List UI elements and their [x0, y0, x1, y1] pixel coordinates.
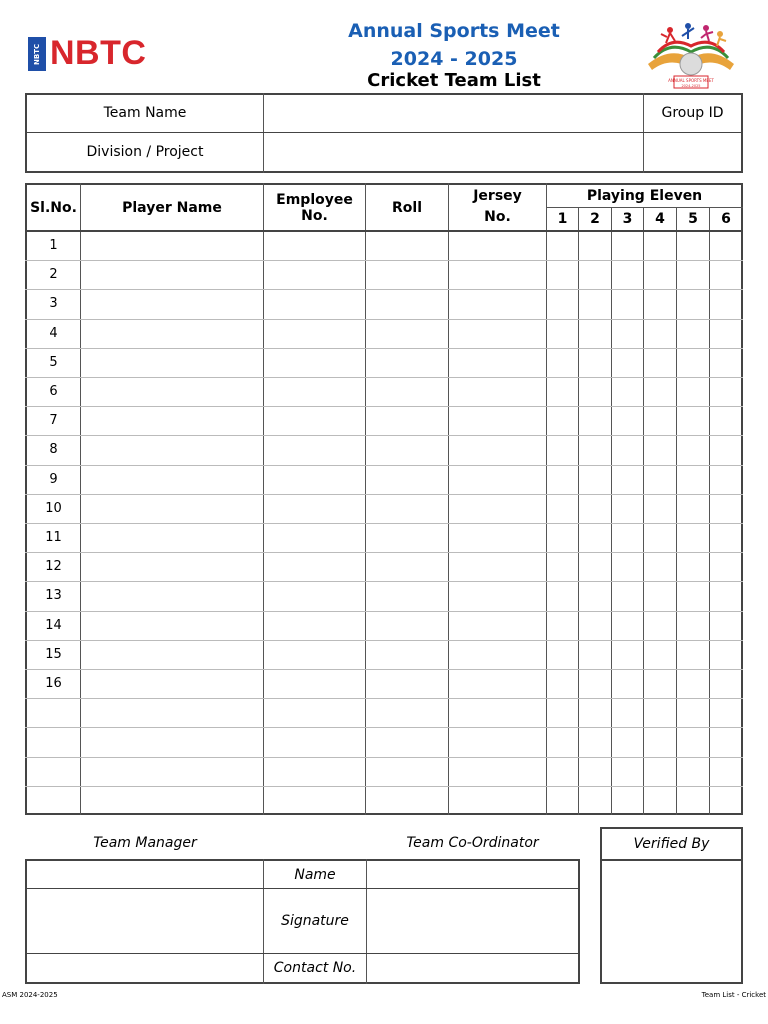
emblem-year: 2024-2025	[681, 84, 701, 88]
row-number: 7	[49, 413, 58, 428]
row-number: 15	[45, 647, 62, 662]
row-number: 2	[49, 267, 58, 282]
row-number: 13	[45, 588, 62, 603]
col-roll: Roll	[392, 199, 422, 216]
col-jersey-line1: Jersey	[473, 188, 522, 204]
row-number: 6	[49, 384, 58, 399]
event-title: Annual Sports Meet	[348, 20, 560, 42]
col-player-name: Player Name	[122, 199, 222, 216]
nbtc-logo	[28, 34, 146, 73]
footer-right: Team List - Cricket	[701, 991, 766, 999]
row-number: 8	[49, 442, 58, 457]
row-number: 12	[45, 559, 62, 574]
row-number: 3	[49, 296, 58, 311]
row-number: 11	[45, 530, 62, 545]
row-number	[27, 727, 80, 756]
row-number: 1	[49, 238, 58, 253]
row-number: 5	[49, 355, 58, 370]
col-pe-1: 1	[557, 211, 568, 227]
verified-by-label: Verified By	[633, 835, 710, 852]
contact-label: Contact No.	[273, 960, 357, 976]
division-label: Division / Project	[86, 144, 204, 160]
col-pe-5: 5	[688, 211, 698, 227]
row-number: 14	[45, 618, 62, 633]
form-title: Cricket Team List	[367, 70, 541, 91]
sports-meet-emblem	[640, 18, 742, 94]
team-manager-label: Team Manager	[93, 835, 197, 851]
row-number: 9	[49, 472, 58, 487]
emblem-text: ANNUAL SPORTS MEET	[668, 78, 714, 83]
group-id-field[interactable]	[644, 133, 741, 171]
col-pe-6: 6	[721, 211, 731, 227]
event-year: 2024 - 2025	[390, 48, 518, 70]
group-id-label: Group ID	[661, 105, 724, 121]
logo-text: NBTC	[50, 34, 147, 72]
row-number	[27, 786, 80, 815]
row-number: 4	[49, 326, 58, 341]
team-coordinator-label: Team Co-Ordinator	[406, 835, 539, 851]
col-pe-2: 2	[590, 211, 600, 227]
team-name-label: Team Name	[103, 105, 187, 121]
player-table	[25, 183, 743, 815]
col-employee-no: Employee No.	[276, 191, 353, 224]
name-label: Name	[294, 866, 336, 883]
division-field[interactable]	[264, 133, 642, 171]
col-pe-3: 3	[622, 211, 633, 227]
col-pe-4: 4	[655, 211, 665, 227]
col-jersey-line2: No.	[484, 209, 511, 225]
logo-box: NBTC	[28, 37, 46, 71]
col-sl-no: Sl.No.	[30, 199, 77, 216]
row-number: 16	[45, 676, 62, 691]
row-number	[27, 757, 80, 786]
footer-left: ASM 2024-2025	[2, 991, 58, 999]
team-name-field[interactable]	[264, 95, 642, 131]
row-number	[27, 698, 80, 727]
signature-label: Signature	[281, 913, 349, 929]
col-playing-eleven: Playing Eleven	[586, 188, 703, 204]
row-number: 10	[45, 501, 62, 516]
